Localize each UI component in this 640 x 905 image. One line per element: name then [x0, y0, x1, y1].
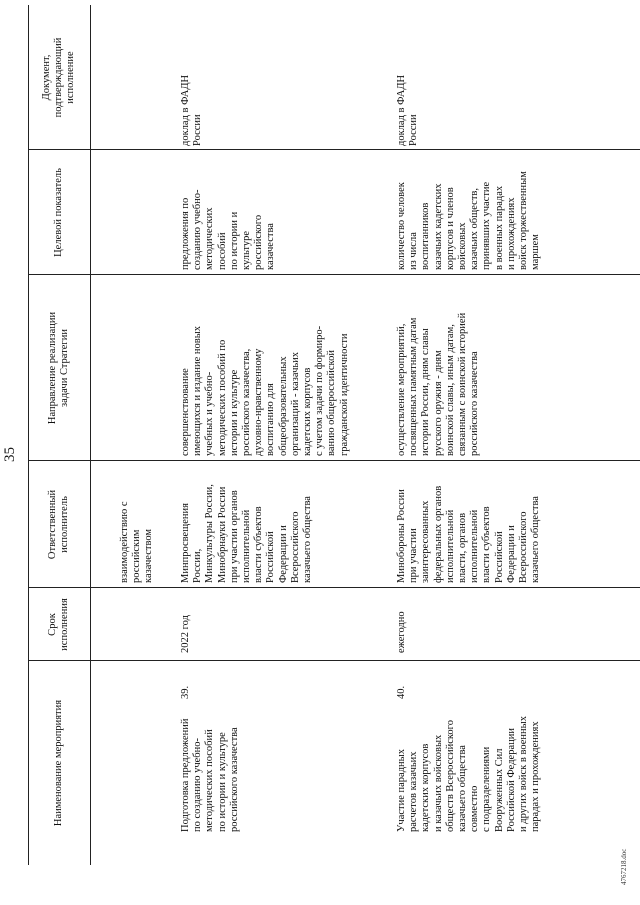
row-document: доклад в ФАДН России	[396, 74, 420, 146]
column-divider	[28, 460, 640, 461]
row-target: количество человек из числа воспитанников казачьих кадетских корпусов и членов войсковых казачьих обществ, принявших участие в военных парадах и прохождениях войск торжественным маршем	[396, 171, 542, 270]
column-divider	[28, 660, 640, 661]
column-divider	[28, 587, 640, 588]
row-document: доклад в ФАДН России	[180, 74, 204, 146]
row-number: 40.	[396, 685, 407, 699]
responsible-continuation: взаимодействию с российским казачеством	[119, 501, 155, 583]
row-responsible: Минобороны России при участии заинтересованных федеральных органов исполнительной власти, органов исполнительной власти субъектов Российской Федерации и Всероссийского казачьего общества	[396, 485, 542, 583]
header-divider	[90, 5, 91, 865]
row-responsible: Минпросвещения России, Минкультуры России, Минобрнауки России при участии органов исполнительной власти субъектов Российской Федерации и Всероссийского казачьего общества	[180, 484, 314, 583]
header-term: Срок исполнения	[47, 598, 70, 651]
row-name: Подготовка предложений по созданию учебно- методических пособий по истории и культуре российского казачества	[180, 718, 240, 832]
row-term: ежегодно	[396, 611, 407, 653]
header-name: Наименование мероприятия	[53, 699, 64, 827]
row-direction: совершенствование имеющихся и издание новых учебных и учебно- методических пособий по истории и культуре российского казачества, духовно-нравственному воспитанию для общеобразовательных организаций - казачьих кадетских корпусов с учетом задачи по формиро- ванию общероссийской гражданской идентичности	[180, 325, 350, 456]
row-term: 2022 год	[180, 615, 191, 653]
header-responsible: Ответственный исполнитель	[47, 489, 70, 560]
column-divider	[28, 149, 640, 150]
row-direction: осуществление мероприятий, посвященных памятным датам истории России, дням славы русского оружия - дням воинской славы, иным датам, связанным с воинской историей российского казачества	[396, 312, 481, 456]
row-target: предложения по созданию учебно- методических пособий по истории и культуре российского казачества	[180, 189, 277, 270]
header-document: Документ, подтверждающий исполнение	[41, 37, 76, 118]
footer-doc-id: 4767218.doc	[620, 848, 628, 885]
column-divider	[28, 274, 640, 275]
row-name: Участие парадных расчетов казачьих кадетских корпусов и казачьих войсковых обществ Всероссийского казачьего общества совместно с подразделениями Вооруженных Сил Российской Федерации и других войск в военных парадах и прохождениях	[396, 716, 542, 832]
header-direction: Направление реализации задачи Стратегии	[47, 311, 70, 425]
row-number: 39.	[180, 685, 191, 699]
header-target: Целевой показатель	[53, 168, 64, 257]
page-number: 35	[2, 447, 18, 462]
table-border-top	[28, 5, 29, 865]
